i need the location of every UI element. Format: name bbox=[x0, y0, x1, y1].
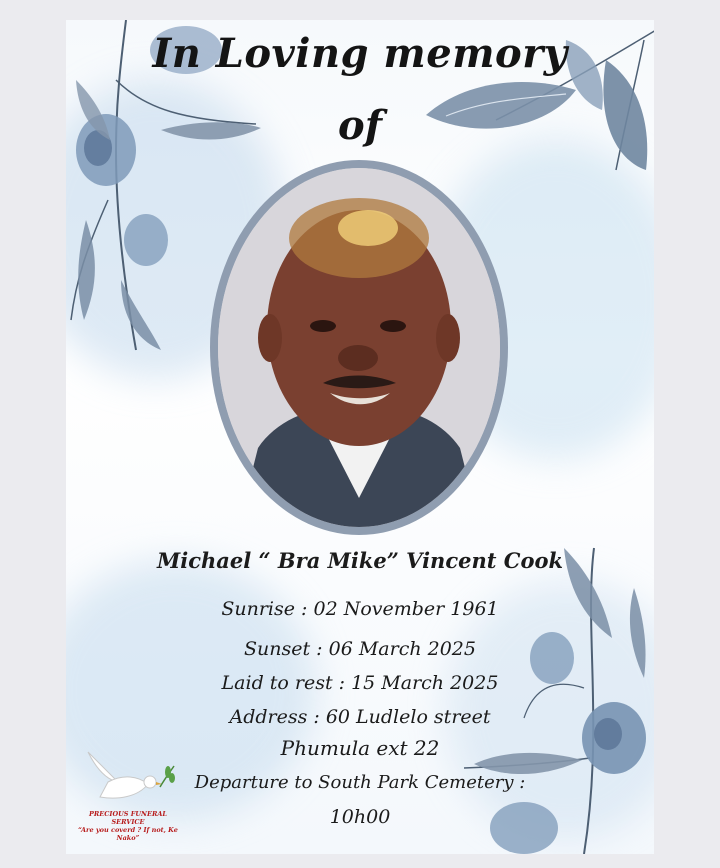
logo-name-line-1: PRECIOUS FUNERAL bbox=[89, 810, 167, 818]
address-line-1: Address : 60 Ludlelo street bbox=[229, 706, 491, 728]
memorial-card bbox=[66, 20, 654, 854]
logo-name-line-2: SERVICE bbox=[111, 818, 145, 826]
funeral-service-logo bbox=[78, 742, 178, 852]
portrait-frame bbox=[210, 160, 508, 535]
departure-info: Departure to South Park Cemetery : bbox=[194, 772, 526, 793]
laid-to-rest-date: Laid to rest : 15 March 2025 bbox=[221, 672, 499, 694]
portrait-image bbox=[218, 168, 500, 527]
sunrise-date: Sunrise : 02 November 1961 bbox=[221, 598, 499, 620]
sunset-date: Sunset : 06 March 2025 bbox=[244, 638, 476, 660]
portrait-photo bbox=[218, 168, 500, 527]
deceased-name: Michael “ Bra Mike” Vincent Cook bbox=[156, 548, 564, 573]
departure-time: 10h00 bbox=[329, 806, 391, 828]
memorial-heading-of: of bbox=[338, 102, 382, 149]
dove-icon bbox=[78, 742, 178, 812]
logo-tagline: “Are you coverd ? If not, Ke Nako” bbox=[78, 826, 178, 842]
memorial-heading: In Loving memory bbox=[152, 30, 568, 77]
funeral-service-logo-text bbox=[78, 810, 178, 842]
address-line-2: Phumula ext 22 bbox=[280, 736, 440, 760]
